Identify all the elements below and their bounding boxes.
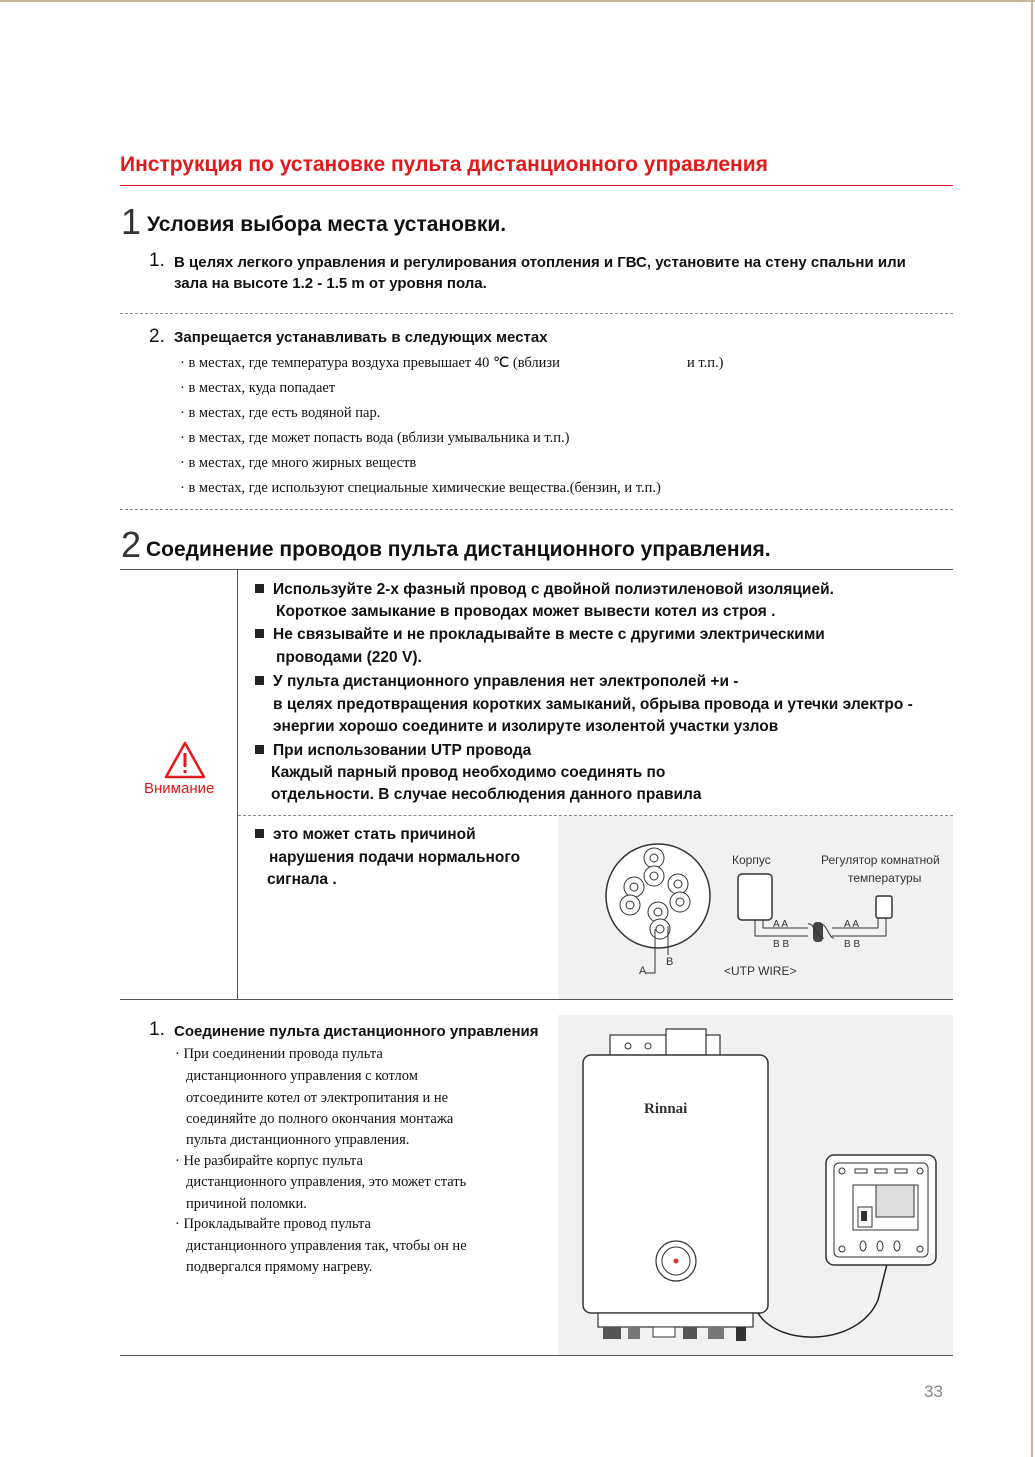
pair-bb-right: B B [844,939,861,950]
warning-3-line-2: в целях предотвращения коротких замыканий, обрыва провода и утечки электро - [273,696,913,713]
connection-note-3: отсоедините котел от электропитания и не [186,1090,449,1106]
warning-table-bottom-rule [120,999,953,1000]
pair-aa-left: A A [773,919,789,930]
warning-3-line-1: У пульта дистанционного управления нет электрополей +и - [255,673,738,691]
warning-5-line-3: сигнала . [267,871,337,888]
warning-label: Внимание [144,780,215,797]
connection-note-1: · При соединении провода пульта [175,1046,383,1062]
warning-3-line-3: энергии хорошо соедините и изолируте изолентой участки узлов [273,718,779,735]
pair-bb-left: B B [773,939,790,950]
forbidden-place-2: · в местах, куда попадает [180,380,336,396]
forbidden-place-6: · в местах, где используют специальные химические вещества.(бензин, и т.п.) [180,480,661,496]
boiler-with-remote-drawing [558,1015,953,1355]
warning-5-line-2: нарушения подачи нормального [269,849,521,866]
section-1-item-2-heading: Запрещается устанавливать в следующих местах [174,329,548,346]
square-bullet-icon [255,829,264,838]
dashed-divider-2 [120,509,953,510]
connection-note-2: дистанционного управления с котлом [186,1068,418,1084]
connection-note-11: подвергался прямому нагреву. [186,1259,373,1275]
warning-5-line-1: это может стать причиной [255,826,476,844]
right-border [1031,0,1033,1457]
connection-note-8: причиной поломки. [186,1196,307,1212]
boiler-illustration-panel [558,1015,953,1355]
forbidden-place-1-tail: и т.п.) [687,355,724,371]
section-1-number: 1 [121,201,142,242]
square-bullet-icon [255,584,264,593]
regulator-label-line-1: Регулятор комнатной [821,853,940,867]
section-1-item-1-line-1: В целях легкого управления и регулирования отопления и ГВС, установите на стену спальни или [174,254,906,271]
page-number: 33 [924,1382,943,1401]
connection-note-7: дистанционного управления, это может стать [186,1174,467,1190]
section-2-item-1-heading: Соединение пульта дистанционного управления [174,1023,539,1040]
case-label: Корпус [732,853,771,867]
warning-4-line-3: отдельности. В случае несоблюдения данного правила [271,786,702,803]
square-bullet-icon [255,745,264,754]
forbidden-place-4: · в местах, где может попасть вода (вблизи умывальника и т.п.) [180,430,570,446]
warning-1-line-1: Используйте 2-х фазный провод с двойной полиэтиленовой изоляцией. [255,581,834,599]
section-1-title: Условия выбора места установки. [147,213,507,236]
forbidden-place-1: · в местах, где температура воздуха превышает 40 ℃ (вблизи [180,355,560,371]
forbidden-place-5: · в местах, где много жирных веществ [180,455,417,471]
title-divider [120,185,953,186]
warning-4-line-1: При использовании UTP провода [255,742,531,760]
section-1-item-1-number: 1. [149,250,165,271]
page-title: Инструкция по установке пульта дистанционного управления [120,153,768,176]
warning-1-line-2: Короткое замыкание в проводах может вывести котел из строя . [276,603,776,620]
section-1-item-1-line-2: зала на высоте 1.2 - 1.5 m от уровня пола. [174,275,487,292]
warning-2-line-1: Не связывайте и не прокладывайте в месте с другими электрическими [255,626,825,644]
dashed-divider-1 [120,313,953,314]
brand-logo: Rinnai [644,1101,688,1117]
warning-table-column-rule [237,569,238,1000]
bottom-rule [120,1355,953,1356]
wire-b-label: B [666,956,674,968]
square-bullet-icon [255,676,264,685]
square-bullet-icon [255,629,264,638]
forbidden-place-3: · в местах, где есть водяной пар. [180,405,381,421]
section-1-item-2-number: 2. [149,326,165,347]
utp-wire-label: <UTP WIRE> [724,964,797,978]
warning-triangle-icon [164,741,206,779]
connection-note-5: пульта дистанционного управления. [186,1132,410,1148]
pair-aa-right: A A [844,919,860,930]
wire-a-label: A [639,965,647,977]
connection-note-4: соединяйте до полного окончания монтажа [186,1111,454,1127]
connection-note-9: · Прокладывайте провод пульта [175,1216,371,1232]
warning-2-line-2: проводами (220 V). [276,649,422,666]
utp-diagram-panel [558,816,953,999]
warning-4-line-2: Каждый парный провод необходимо соединять по [271,764,666,781]
section-2-title: Соединение проводов пульта дистанционного управления. [146,538,771,561]
section-2-item-1-number: 1. [149,1019,165,1040]
warning-table-top-rule [120,569,953,570]
connection-note-6: · Не разбирайте корпус пульта [175,1153,363,1169]
top-border [0,0,1035,2]
section-2-number: 2 [121,524,142,565]
regulator-label-line-2: температуры [848,871,922,885]
connection-note-10: дистанционного управления так, чтобы он не [186,1238,467,1254]
